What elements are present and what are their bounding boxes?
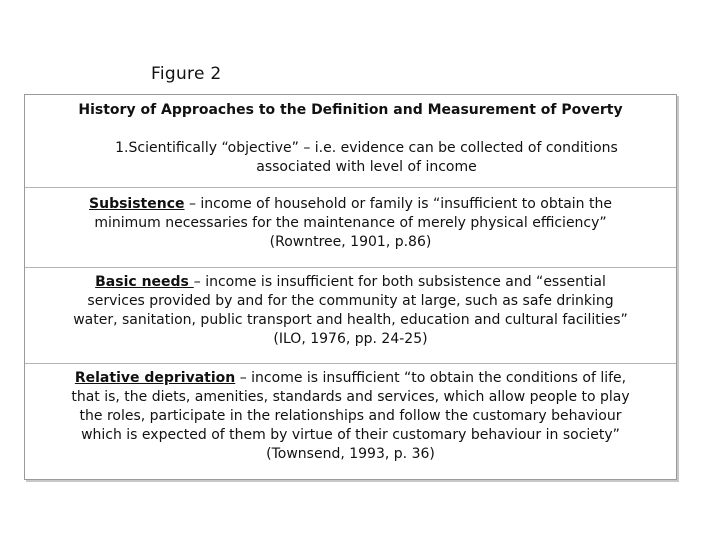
intro-line-1: 1.Scientifically “objective” – i.e. evidence can be collected of conditions (115, 140, 618, 156)
basic-needs-term: Basic needs (95, 274, 194, 290)
intro-paragraph (65, 139, 668, 177)
basic-needs-text-1: – income is insufficient for both subsistence and “essential (193, 274, 606, 290)
basic-needs-definition (31, 273, 670, 349)
subsistence-line-1 (31, 195, 670, 214)
relative-deprivation-line-1 (31, 369, 670, 388)
basic-needs-citation: (ILO, 1976, pp. 24-25) (273, 331, 428, 347)
intro-line-2: associated with level of income (256, 159, 477, 175)
subsistence-text-1: – income of household or family is “insufficient to obtain the (184, 196, 612, 212)
subsistence-citation: (Rowntree, 1901, p.86) (269, 234, 432, 250)
relative-deprivation-citation: (Townsend, 1993, p. 36) (266, 446, 435, 462)
relative-deprivation-text-1: – income is insufficient “to obtain the conditions of life, (235, 370, 627, 386)
section-divider (25, 267, 676, 268)
relative-deprivation-line-3: the roles, participate in the relationships and follow the customary behaviour (79, 408, 622, 424)
relative-deprivation-line-4: which is expected of them by virtue of their customary behaviour in society” (81, 427, 620, 443)
relative-deprivation-definition (31, 369, 670, 464)
section-divider (25, 187, 676, 188)
figure-title: History of Approaches to the Definition and Measurement of Poverty (78, 102, 623, 118)
section-divider (25, 363, 676, 364)
basic-needs-line-3: water, sanitation, public transport and health, education and cultural facilities” (73, 312, 628, 328)
subsistence-term: Subsistence (89, 196, 185, 212)
figure-box (24, 94, 677, 480)
basic-needs-line-2: services provided by and for the community at large, such as safe drinking (87, 293, 614, 309)
subsistence-line-2: minimum necessaries for the maintenance of merely physical efficiency” (94, 215, 607, 231)
figure-label: Figure 2 (151, 64, 222, 84)
basic-needs-line-1 (31, 273, 670, 292)
subsistence-definition (31, 195, 670, 252)
relative-deprivation-line-2: that is, the diets, amenities, standards and services, which allow people to play (71, 389, 630, 405)
relative-deprivation-term: Relative deprivation (74, 370, 236, 386)
